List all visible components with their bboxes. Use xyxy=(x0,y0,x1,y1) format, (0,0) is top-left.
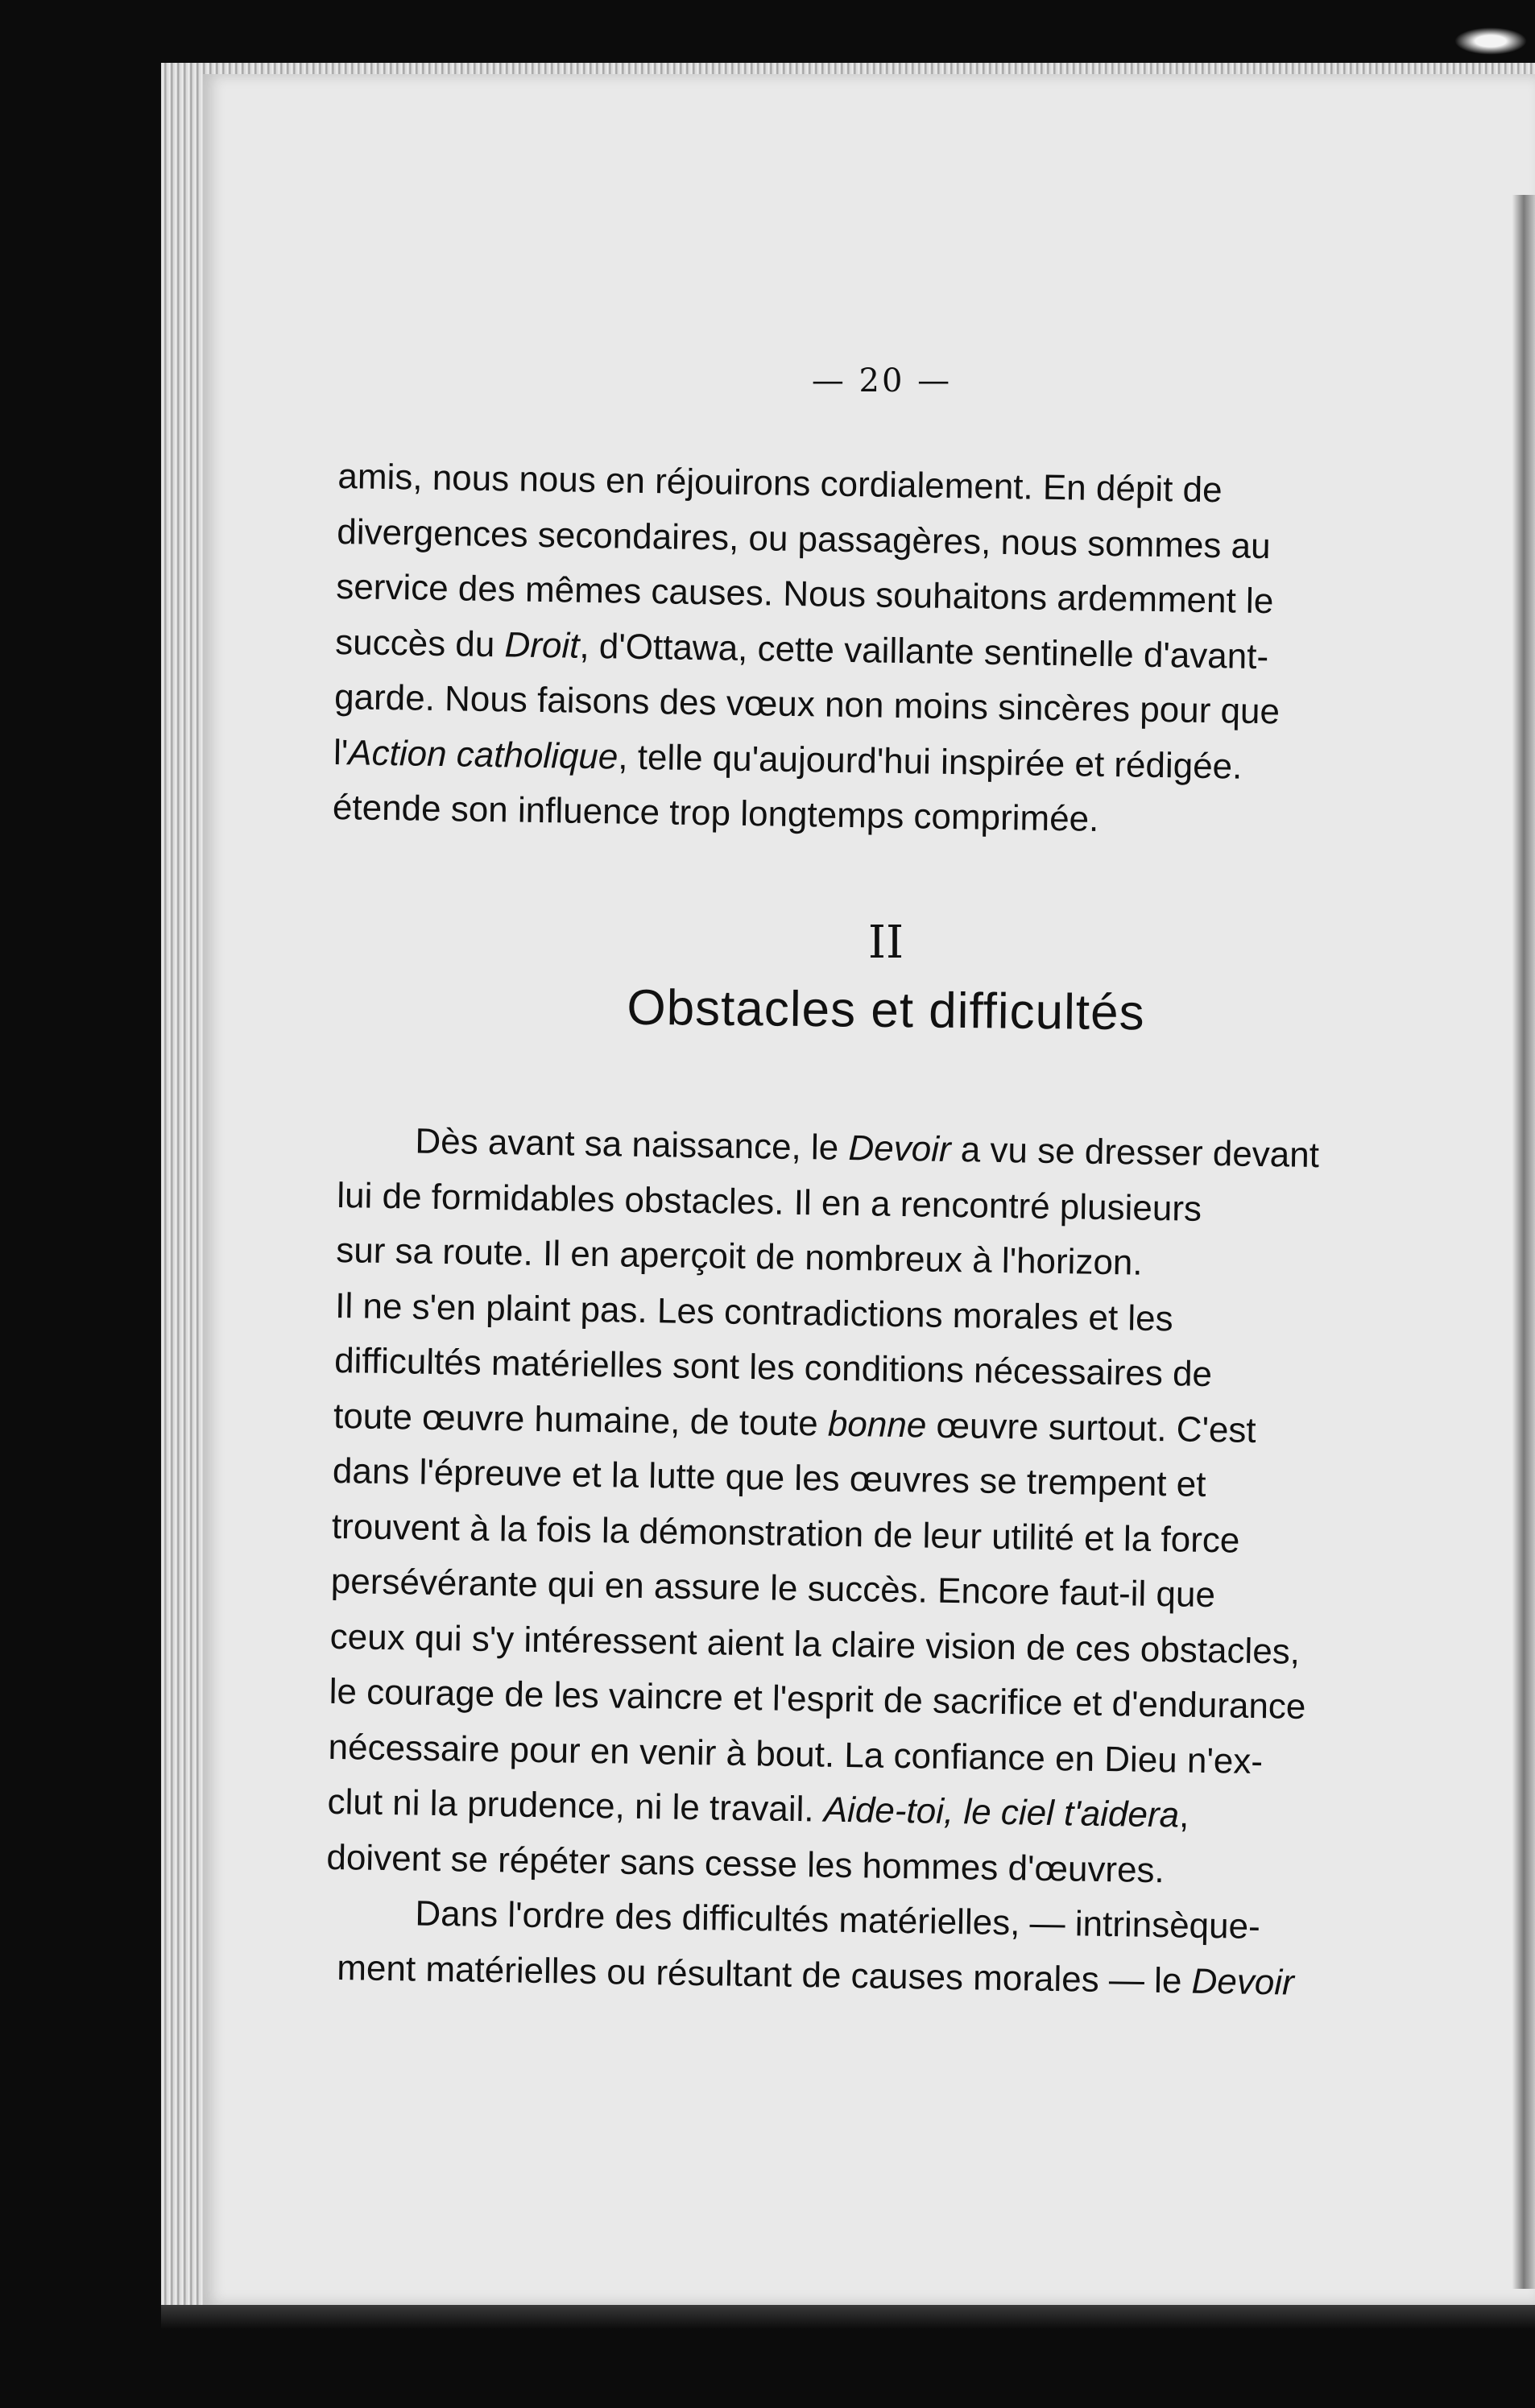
text-line: sur sa route. Il en aperçoit de nombreux à l'horizon. xyxy=(335,1230,1143,1283)
text-segment: succès du xyxy=(334,622,505,664)
text-line: ceux qui s'y intéressent aient la claire vision de ces obstacles, xyxy=(329,1616,1301,1671)
text-line: le courage de les vaincre et l'esprit de sacrifice et d'endurance xyxy=(329,1671,1306,1727)
section-number: II xyxy=(867,916,904,969)
text-line: divergences secondaires, ou passagères, nous sommes au xyxy=(337,511,1271,566)
text-line: Dans l'ordre des difficultés matérielles, — intrinsèque- xyxy=(415,1893,1261,1947)
italic-text: Action catholique xyxy=(347,732,619,777)
text-line: difficultés matérielles sont les conditions nécessaires de xyxy=(333,1340,1213,1394)
opening-paragraph xyxy=(332,449,1401,852)
scan-artifact xyxy=(1454,27,1527,55)
text-segment: l' xyxy=(333,732,349,772)
italic-text: Devoir xyxy=(1191,1960,1295,2002)
text-line: doivent se répéter sans cesse les hommes d'œuvres. xyxy=(326,1836,1165,1890)
text-segment: Dès avant sa naissance, le xyxy=(415,1121,849,1168)
text-line: Il ne s'en plaint pas. Les contradictions morales et les xyxy=(334,1285,1174,1338)
text-line: trouvent à la fois la démonstration de leur utilité et la force xyxy=(331,1505,1240,1560)
page-bottom-shadow xyxy=(161,2305,1535,2329)
text-line: nécessaire pour en venir à bout. La confiance en Dieu n'ex- xyxy=(328,1726,1264,1781)
section-title: Obstacles et difficultés xyxy=(627,979,1145,1041)
text-line: lui de formidables obstacles. Il en a rencontré plusieurs xyxy=(337,1174,1202,1228)
text-segment: clut ni la prudence, ni le travail. xyxy=(327,1781,825,1830)
text-line: service des mêmes causes. Nous souhaitons ardemment le xyxy=(335,566,1274,622)
text-line: étende son influence trop longtemps comprimée. xyxy=(332,787,1099,839)
text-segment: toute œuvre humaine, de toute xyxy=(333,1395,829,1443)
text-line: garde. Nous faisons des vœux non moins sincères pour que xyxy=(333,676,1281,732)
text-line: dans l'épreuve et la lutte que les œuvres se trempent et xyxy=(332,1450,1206,1504)
text-segment: , telle qu'aujourd'hui inspirée et rédigée. xyxy=(617,737,1243,787)
page-number: — 20 — xyxy=(811,362,953,399)
italic-text: Droit xyxy=(504,624,580,666)
italic-text: Aide-toi, le ciel t'aidera xyxy=(823,1789,1180,1835)
page-text xyxy=(326,362,1401,2002)
italic-text: bonne xyxy=(827,1403,927,1445)
text-segment: , xyxy=(1178,1795,1190,1835)
text-segment: , d'Ottawa, cette vaillante sentinelle d'avant- xyxy=(579,626,1269,676)
section-paragraph-1 xyxy=(326,1113,1401,1902)
text-line: amis, nous nous en réjouirons cordialement. En dépit de xyxy=(337,456,1223,511)
text-line: persévérante qui en assure le succès. Encore faut-il que xyxy=(330,1561,1216,1615)
text-segment: ment matérielles ou résultant de causes morales — le xyxy=(337,1947,1193,2000)
text-segment: œuvre surtout. C'est xyxy=(925,1405,1257,1450)
section-paragraph-2 xyxy=(337,1885,1401,2013)
text-segment: a vu se dresser devant xyxy=(950,1129,1320,1175)
binding-edge xyxy=(1512,195,1535,2289)
italic-text: Devoir xyxy=(848,1127,951,1169)
